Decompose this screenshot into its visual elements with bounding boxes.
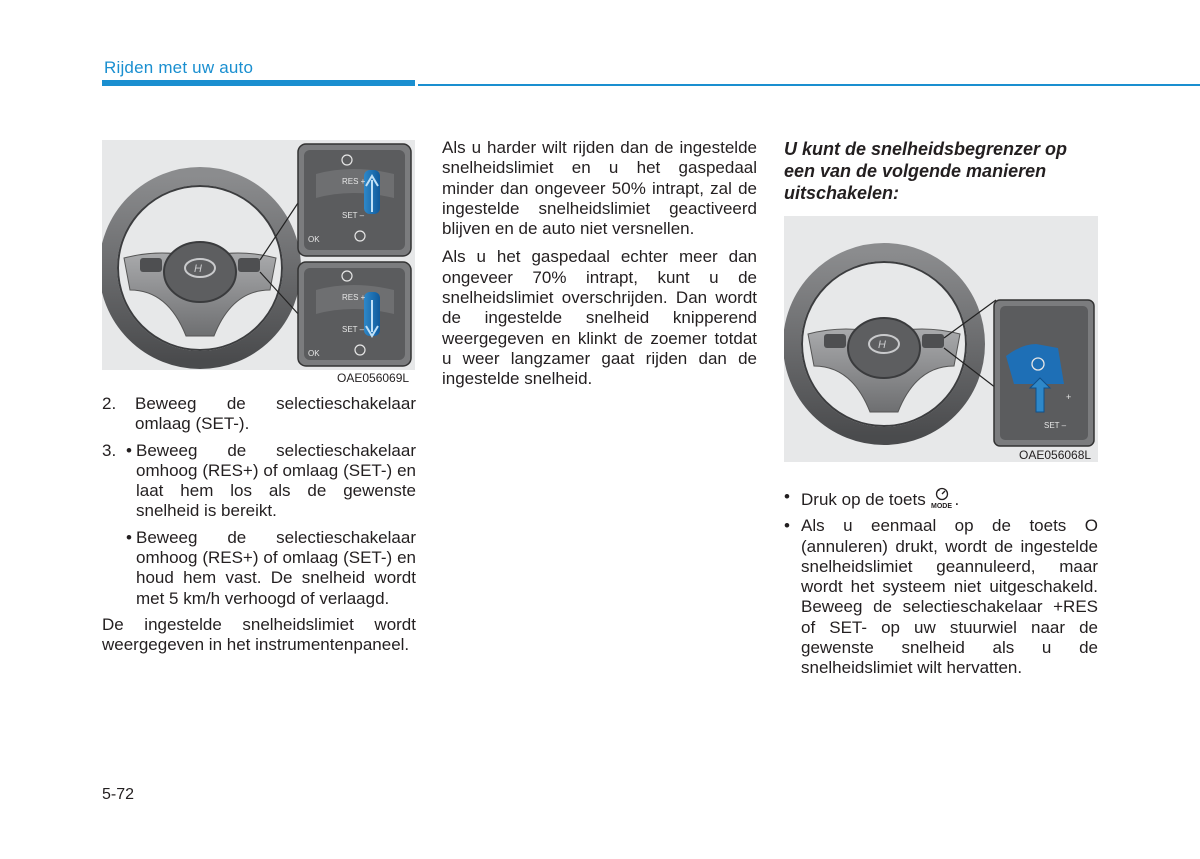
set-minus-label-3: SET –: [1044, 421, 1067, 430]
header-rule: [418, 84, 1200, 86]
ok-label-1: OK: [308, 235, 320, 244]
mode-icon-label: MODE: [931, 503, 953, 509]
bullet-glyph: •: [126, 527, 132, 547]
item-3-bullet-1: Beweeg de selectieschakelaar omhoog (RES+) of omlaag (SET-) en laat hem los als de gewenste snelheid is bereikt.: [136, 440, 416, 521]
bullet-2-text: Als u eenmaal op de toets O (annuleren) drukt, wordt de ingestelde snelheidslimiet geannuleerd, maar wordt het systeem niet uitgeschakeld. Beweeg de selectieschakelaar +RES of SET- op uw stuurwiel naar de gewenste snelheid als u de snelheidslimiet wilt hervatten.: [801, 516, 1098, 678]
column-2: [442, 138, 757, 390]
drive-mode-icon: [930, 487, 954, 509]
res-plus-label-2: RES +: [342, 293, 366, 302]
ok-label-2: OK: [308, 349, 320, 358]
item-2-text: Beweeg de selectieschakelaar omlaag (SET-).: [135, 394, 416, 434]
column-2-paragraph-2: Als u het gaspedaal echter meer dan ongeveer 70% intrapt, kunt u de snelheidslimiet overschrijden. Dan wordt de ingestelde snelheid knipperend weergegeven en klinkt de zoemer totdat u weer langzamer gaat rijden dan de ingestelde snelheid.: [442, 247, 757, 389]
disable-options-list: [784, 487, 1098, 685]
figure-1-caption: OAE056069L: [337, 371, 410, 385]
section-title: Rijden met uw auto: [104, 58, 254, 77]
list-item: [784, 487, 1098, 510]
instrument-panel-paragraph: De ingestelde snelheidslimiet wordt weergegeven in het instrumentenpaneel.: [102, 614, 416, 655]
item-3-bullet-2: Beweeg de selectieschakelaar omhoog (RES+) of omlaag (SET-) en houd hem vast. De snelheid wordt met 5 km/h verhoogd of verlaagd.: [136, 527, 416, 608]
item-3-number: 3.: [102, 440, 117, 460]
figure-2-caption: OAE056068L: [1019, 448, 1092, 462]
list-item: [784, 516, 1098, 678]
bullet-glyph: •: [784, 516, 790, 536]
list-item-3: [102, 441, 416, 522]
list-item-3-sub: [102, 528, 416, 609]
list-item-2: [102, 394, 416, 435]
column-1: [102, 394, 416, 656]
svg-text:H: H: [878, 339, 886, 351]
column-2-paragraph-1: Als u harder wilt rijden dan de ingestelde snelheidslimiet en u het gaspedaal minder dan ongeveer 50% intrapt, zal de ingestelde snelheidslimiet geactiveerd blijven en de auto niet versnellen.: [442, 138, 757, 239]
set-minus-label-1: SET –: [342, 211, 365, 220]
bullet-glyph: •: [126, 440, 132, 460]
steering-wheel-figure-1: [102, 140, 415, 370]
bullet-1-end: .: [954, 490, 960, 509]
set-minus-label-2: SET –: [342, 325, 365, 334]
item-2-number: 2.: [102, 394, 117, 413]
bullet-1-text: Druk op de toets: [801, 490, 926, 509]
bullet-glyph: •: [784, 487, 790, 506]
res-plus-label-1: RES +: [342, 177, 366, 186]
svg-text:+: +: [1066, 392, 1072, 402]
steering-wheel-figure-2: [784, 216, 1098, 462]
section-heading: U kunt de snelheidsbegrenzer op een van de volgende manieren uitschakelen:: [784, 139, 1068, 203]
header-accent-bar: [102, 80, 415, 86]
page-number: 5-72: [102, 786, 135, 803]
svg-text:H: H: [194, 263, 202, 275]
column-3: [784, 138, 1098, 218]
